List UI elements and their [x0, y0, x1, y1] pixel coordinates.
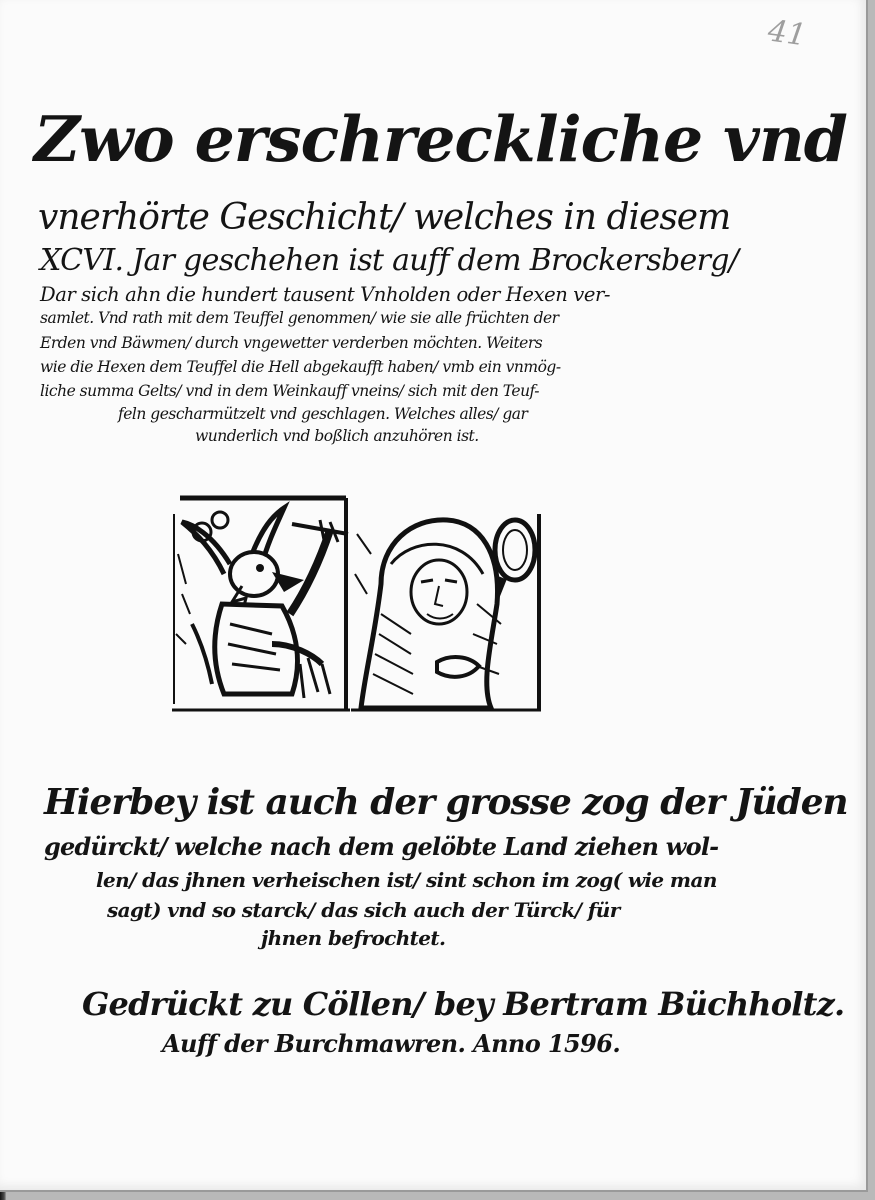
devil-woodcut-icon [172, 494, 350, 712]
second-title-line-1: Hierbey ist auch der grosse zog der Jüden [44, 781, 848, 823]
title-line-5: samlet. Vnd rath mit dem Teuffel genommen/ wie sie alle früchten der [40, 309, 559, 327]
title-line-6: Erden vnd Bäwmen/ durch vngewetter verderben möchten. Weiters [40, 334, 543, 352]
title-line-3: XCVI. Jar geschehen ist auff dem Brockersberg/ [40, 243, 739, 278]
title-line-8: liche summa Gelts/ vnd in dem Weinkauff vneins/ sich mit den Teuf- [40, 382, 539, 400]
title-line-4: Dar sich ahn die hundert tausent Vnholden oder Hexen ver- [40, 283, 611, 306]
second-title-line-5: jhnen befrochtet. [261, 926, 446, 950]
page-number: 41 [765, 13, 809, 54]
imprint-line-1: Gedrückt zu Cöllen/ bey Bertram Büchholtz. [82, 985, 845, 1023]
second-title-line-2: gedürckt/ welche nach dem gelöbte Land ziehen wol- [44, 832, 719, 861]
second-title-line-3: len/ das jhnen verheischen ist/ sint schon im zog( wie man [96, 868, 717, 892]
title-line-10: wunderlich vnd boßlich anzuhören ist. [195, 427, 479, 445]
title-line-1: Zwo erschreckliche vnd [34, 102, 847, 176]
title-line-2: vnerhörte Geschicht/ welches in diesem [38, 197, 731, 238]
title-line-7: wie die Hexen dem Teuffel die Hell abgekaufft haben/ vmb ein vnmög- [40, 358, 561, 376]
witch-woodcut-icon [351, 494, 541, 712]
imprint-line-2: Auff der Burchmawren. Anno 1596. [162, 1029, 621, 1058]
second-title-line-4: sagt) vnd so starck/ das sich auch der Türck/ für [107, 898, 620, 922]
title-line-9: feln gescharmützelt vnd geschlagen. Welches alles/ gar [118, 405, 528, 423]
